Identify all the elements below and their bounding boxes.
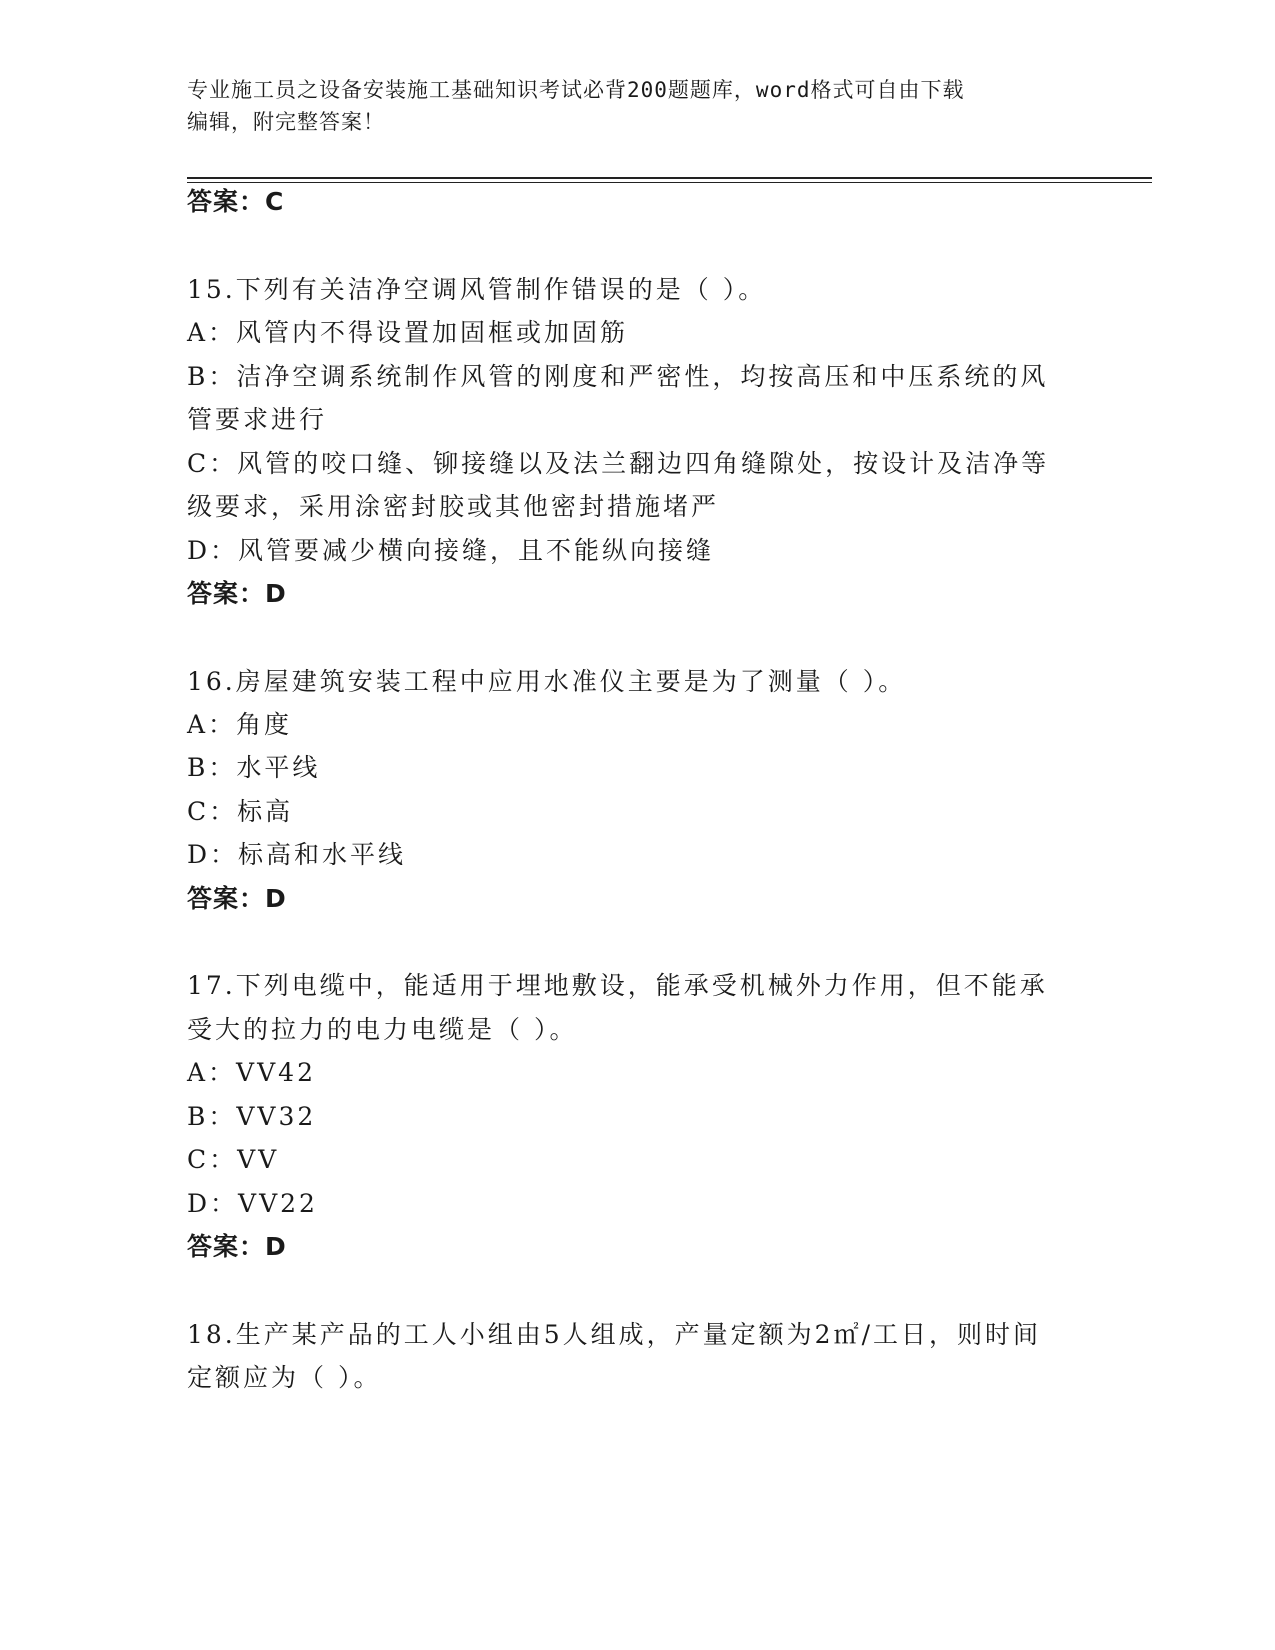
question-17-stem-line1: 17.下列电缆中，能适用于埋地敷设，能承受机械外力作用，但不能承	[187, 971, 1048, 1000]
question-17-option-b: B：VV32	[187, 1102, 317, 1131]
header-title-line2: 编辑，附完整答案！	[187, 110, 385, 134]
question-17-answer: 答案：D	[187, 1232, 287, 1261]
question-16-stem: 16.房屋建筑安装工程中应用水准仪主要是为了测量（ ）。	[187, 667, 907, 696]
question-16-answer: 答案：D	[187, 884, 287, 913]
question-16-option-b: B：水平线	[187, 753, 321, 782]
page-header	[187, 74, 1067, 138]
header-title-line1: 专业施工员之设备安装施工基础知识考试必背200题题库，word格式可自由下载	[187, 78, 965, 102]
question-15-option-b-line2: 管要求进行	[187, 405, 328, 434]
previous-answer: 答案：C	[187, 187, 285, 216]
question-15-stem: 15.下列有关洁净空调风管制作错误的是（ ）。	[187, 275, 767, 304]
question-16-option-a: A：角度	[187, 710, 293, 739]
header-divider-thin	[187, 182, 1152, 183]
question-17-option-d: D：VV22	[187, 1189, 318, 1218]
header-divider-thick	[187, 177, 1152, 179]
question-15-option-d: D：风管要减少横向接缝，且不能纵向接缝	[187, 536, 715, 565]
question-16-option-c: C：标高	[187, 797, 294, 826]
question-18-stem-line2: 定额应为（ ）。	[187, 1363, 382, 1392]
question-15-option-a: A：风管内不得设置加固框或加固筋	[187, 318, 629, 347]
question-18-stem-line1: 18.生产某产品的工人小组由5人组成，产量定额为2㎡/工日，则时间	[187, 1320, 1041, 1349]
question-15-option-b-line1: B：洁净空调系统制作风管的刚度和严密性，均按高压和中压系统的风	[187, 362, 1049, 391]
question-17-option-a: A：VV42	[187, 1058, 316, 1087]
question-17-stem-line2: 受大的拉力的电力电缆是（ ）。	[187, 1015, 578, 1044]
question-15-option-c-line2: 级要求，采用涂密封胶或其他密封措施堵严	[187, 492, 720, 521]
question-17-option-c: C：VV	[187, 1145, 280, 1174]
question-15-option-c-line1: C：风管的咬口缝、铆接缝以及法兰翻边四角缝隙处，按设计及洁净等	[187, 449, 1050, 478]
question-16-option-d: D：标高和水平线	[187, 840, 407, 869]
question-15-answer: 答案：D	[187, 579, 287, 608]
